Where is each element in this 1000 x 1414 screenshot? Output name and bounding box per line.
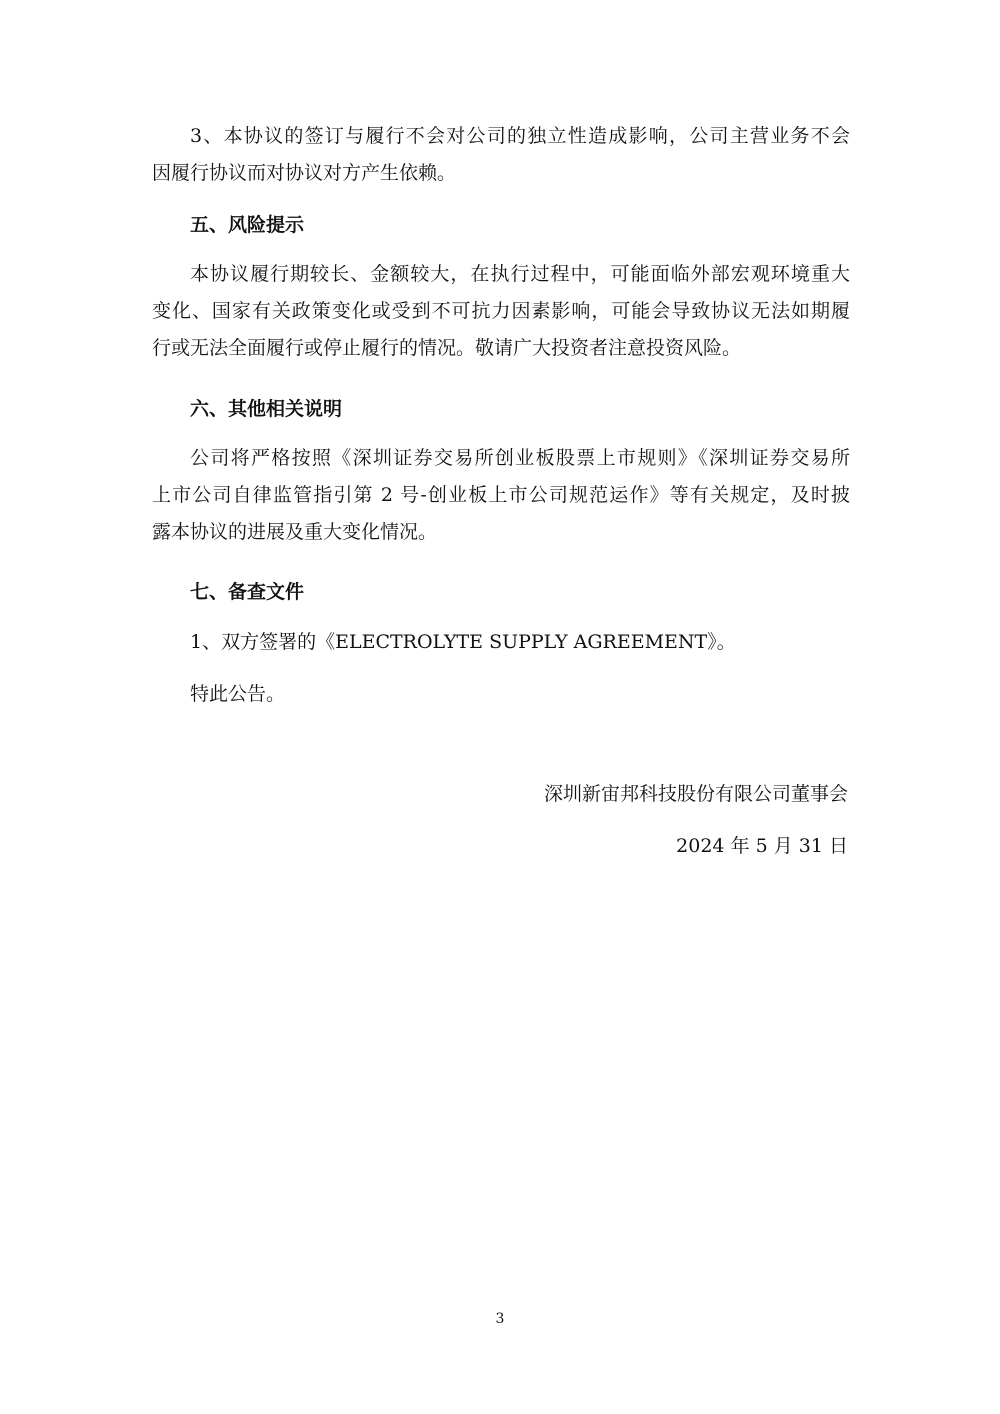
paragraph-docs-item bbox=[190, 624, 850, 661]
section-heading-other: 六、其他相关说明 bbox=[190, 398, 343, 420]
text-line: 公司将严格按照《深圳证券交易所创业板股票上市规则》《深圳证券交易所 bbox=[190, 447, 850, 469]
paragraph-other bbox=[152, 440, 850, 551]
signature-date: 2024 年 5 月 31 日 bbox=[676, 835, 848, 857]
text-line: 本协议履行期较长、金额较大，在执行过程中，可能面临外部宏观环境重大 bbox=[190, 263, 850, 285]
text-line: 因履行协议而对协议对方产生依赖。 bbox=[152, 162, 457, 184]
closing-text bbox=[190, 676, 850, 713]
text-line: 1、双方签署的《ELECTROLYTE SUPPLY AGREEMENT》。 bbox=[190, 631, 736, 653]
text-line: 上市公司自律监管指引第 2 号-创业板上市公司规范运作》等有关规定，及时披 bbox=[152, 484, 850, 506]
page-number: 3 bbox=[495, 1311, 505, 1327]
text-line: 3、本协议的签订与履行不会对公司的独立性造成影响，公司主营业务不会 bbox=[190, 125, 850, 147]
paragraph-item-3 bbox=[152, 118, 850, 192]
text-line: 露本协议的进展及重大变化情况。 bbox=[152, 521, 438, 543]
paragraph-risk bbox=[152, 256, 850, 367]
signature-company: 深圳新宙邦科技股份有限公司董事会 bbox=[543, 783, 848, 805]
section-heading-docs: 七、备查文件 bbox=[190, 581, 305, 603]
section-heading-risk: 五、风险提示 bbox=[190, 214, 305, 236]
text-line: 特此公告。 bbox=[190, 683, 286, 705]
text-line: 行或无法全面履行或停止履行的情况。敬请广大投资者注意投资风险。 bbox=[152, 337, 742, 359]
text-line: 变化、国家有关政策变化或受到不可抗力因素影响，可能会导致协议无法如期履 bbox=[152, 300, 850, 322]
